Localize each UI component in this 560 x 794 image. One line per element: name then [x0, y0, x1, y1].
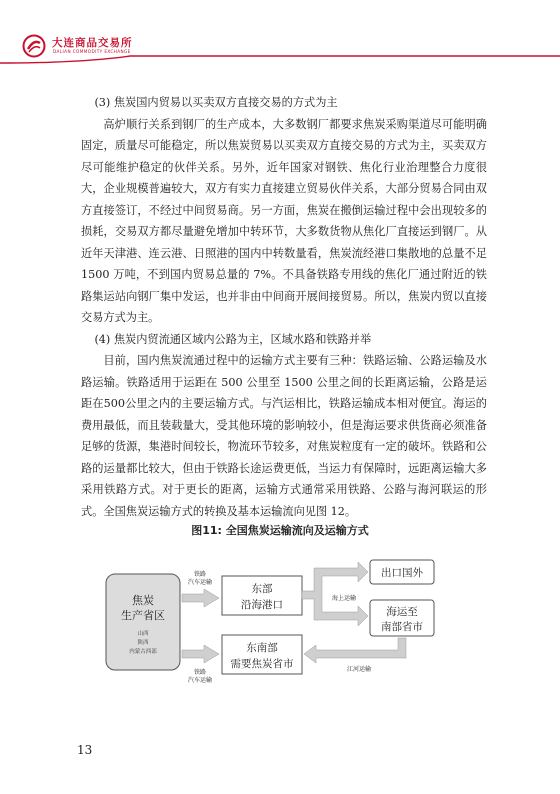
sea-transport-arrows: [302, 562, 368, 626]
section-heading: (4) 焦炭内贸流通区域内公路为主，区域水路和铁路并举: [94, 332, 372, 346]
east-port-node: [222, 576, 302, 615]
east-port-label: 沿海港口: [241, 599, 283, 611]
edge-label: 海上运输: [331, 595, 357, 602]
source-region-label: 陕西: [137, 640, 149, 646]
transport-flow-diagram: [104, 552, 444, 702]
logo-english-name: DALIAN COMMODITY EXCHANGE: [53, 49, 131, 54]
rail-road-arrow-to-southeast: [182, 645, 219, 663]
south-provinces-label: 南部省市: [381, 621, 423, 633]
source-node-title: 焦炭: [132, 594, 154, 607]
edge-label: 汽车运输: [187, 677, 213, 684]
southeast-provinces-label: 需要焦炭省市: [230, 658, 294, 670]
section-heading: (3) 焦炭国内贸易以买卖双方直接交易的方式为主: [94, 96, 338, 109]
east-port-label: 东部: [251, 583, 273, 595]
source-region-label: 山西: [137, 631, 149, 637]
export-node: [370, 560, 434, 584]
edge-label: 汽车运输: [187, 579, 213, 586]
south-provinces-node: [370, 600, 434, 636]
body-text: [81, 92, 487, 522]
southeast-provinces-node: [222, 635, 302, 674]
section-paragraph: 目前，国内焦炭流通过程中的运输方式主要有三种：铁路运输、公路运输及水路运输。铁路适用于运距在 500 公里至 1500 公里之间的长距离运输，公路是运距在500公里之内的主要运输方式。与汽运相比，铁路运输成本相对便宜。海运的费用最低，而且装载量大，受其他环境的影响较小，但是海运要求供货商必须准备足够的货源，集港时间较长，物流环节较多，对焦炭粒度有一定的破坏。铁路和公路的运量都比较大，但由于铁路长途运费更低，当运力有保障时，远距离运输大多采用铁路方式。对于更长的距离，运输方式通常采用铁路、公路与海河联运的形式。全国焦炭运输方式的转换及基本运输流向见图 12。: [81, 354, 487, 518]
edge-label: 铁路: [193, 669, 207, 676]
river-transport-arrow: [304, 638, 406, 663]
south-provinces-label: 海运至: [386, 606, 418, 618]
rail-road-arrow-to-ports: [182, 589, 219, 607]
page-number: 13: [77, 743, 93, 757]
source-node-title: 生产省区: [121, 609, 165, 622]
header-rule: [0, 50, 560, 64]
edge-label: 江河运输: [346, 666, 372, 673]
figure-title: 图11: 全国焦炭运输流向及运输方式: [191, 524, 369, 537]
source-region-label: 内蒙古西部: [129, 649, 157, 655]
logo-chinese-name: 大连商品交易所: [52, 37, 133, 49]
section-paragraph: 高炉顺行关系到钢厂的生产成本，大多数钢厂都要求焦炭采购渠道尽可能明确固定，质量尽可能稳定，所以焦炭贸易以买卖双方直接交易的方式为主，买卖双方尽可能维护稳定的伙伴关系。另外，近年国家对钢铁、焦化行业治理整合力度很大，企业规模普遍较大，双方有实力直接建立贸易伙伴关系，大部分贸易合同由双方直接签订，不经过中间贸易商。另一方面，焦炭在搬倒运输过程中会出现较多的损耗，交易双方都尽量避免增加中转环节，大多数货物从焦化厂直接运到钢厂。从近年天津港、连云港、日照港的国内中转数量看，焦炭流经港口集散地的总量不足 1500 万吨，不到国内贸易总量的 7%。不具备铁路专用线的焦化厂通过附近的铁路集运站向钢厂集中发运，也并非由中间商开展间接贸易。所以，焦炭内贸以直接交易方式为主。: [81, 117, 487, 324]
export-label: 出口国外: [381, 567, 423, 579]
edge-label: 铁路: [193, 571, 207, 578]
source-node: [106, 574, 180, 670]
southeast-provinces-label: 东南部: [246, 642, 278, 654]
